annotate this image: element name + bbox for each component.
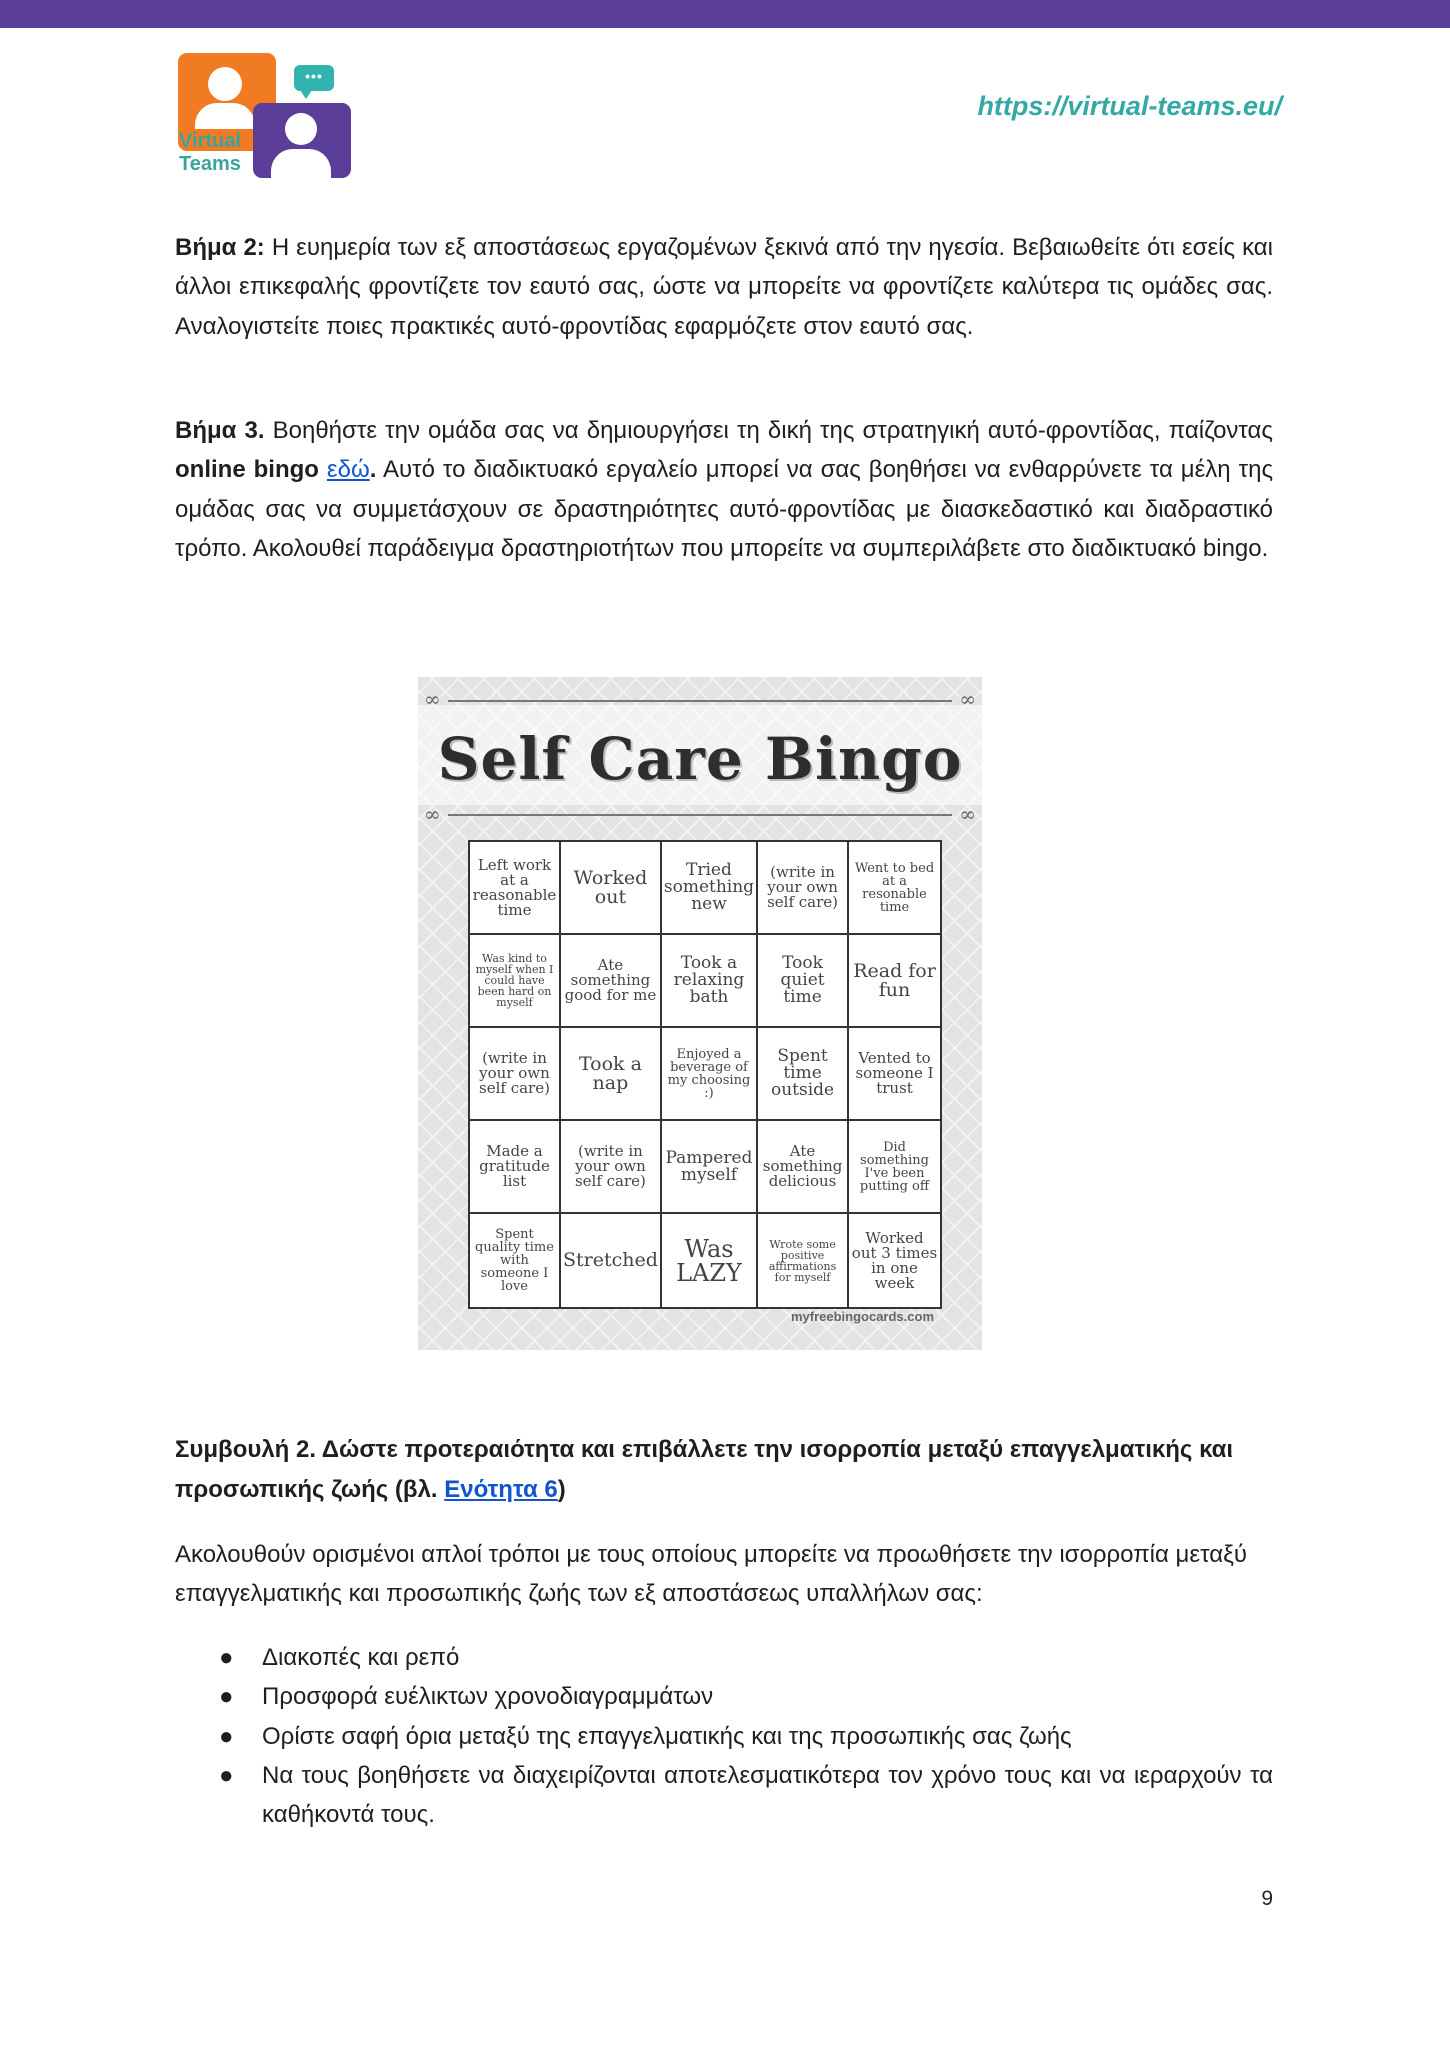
logo-text-teams: Teams — [179, 153, 241, 175]
chat-bubble-icon: ••• — [294, 65, 334, 91]
logo-person-icon — [208, 67, 242, 101]
bingo-cell: (write in your own self care) — [758, 842, 849, 935]
intro-paragraph: Ακολουθούν ορισμένοι απλοί τρόποι με τους οποίους μπορείτε να προωθήσετε την ισορροπία μεταξύ επαγγελματικής και προσωπικής ζωής των εξ αποστάσεως υπαλλήλων σας: — [175, 1541, 1247, 1608]
bingo-cell: Tried something new — [662, 842, 758, 935]
step3-paragraph — [175, 411, 1273, 568]
step2-label: Βήμα 2: — [175, 234, 265, 261]
bingo-cell: Spent quality time with someone I love — [470, 1214, 561, 1307]
list-item: ● Προσφορά ευέλικτων χρονοδιαγραμμάτων — [175, 1677, 1273, 1716]
bingo-cell: (write in your own self care) — [561, 1121, 662, 1214]
site-url-link[interactable]: https://virtual-teams.eu/ — [977, 91, 1282, 121]
bingo-here-link[interactable]: εδώ — [326, 456, 370, 484]
bingo-cell: Made a gratitude list — [470, 1121, 561, 1214]
scroll-ornament-icon: ∞ — [959, 687, 976, 711]
step3-text-a: Βοηθήστε την ομάδα σας να δημιουργήσει τη δική της στρατηγική αυτό-φροντίδας, παίζοντας — [264, 417, 1273, 444]
page-number: 9 — [1261, 1887, 1273, 1910]
list-item: ● Να τους βοηθήσετε να διαχειρίζονται αποτελεσματικότερα τον χρόνο τους και να ιεραρχούν τα καθήκοντά τους. — [175, 1756, 1273, 1835]
bingo-cell: Ate something delicious — [758, 1121, 849, 1214]
bullet-icon: ● — [219, 1722, 234, 1750]
bingo-title: Self Care Bingo — [437, 725, 963, 793]
bingo-grid — [468, 840, 942, 1309]
logo-person2-icon — [285, 113, 317, 145]
bingo-cell: Took a relaxing bath — [662, 935, 758, 1028]
scroll-ornament-icon: ∞ — [959, 802, 976, 826]
step2-text: Η ευημερία των εξ αποστάσεως εργαζομένων ξεκινά από την ηγεσία. Βεβαιωθείτε ότι εσείς και άλλοι επικεφαλής φροντίζετε τον εαυτό σας, ώστε να μπορείτε να φροντίζετε καλύτερα τις ομάδες σας. Αναλογιστείτε ποιες πρακτικές αυτό-φροντίδας εφαρμόζετε στον εαυτό σας. — [175, 234, 1274, 340]
bingo-cell: Wrote some positive affirmations for myself — [758, 1214, 849, 1307]
bingo-cell: Left work at a reasonable time — [470, 842, 561, 935]
bingo-cell: Ate something good for me — [561, 935, 662, 1028]
bingo-cell: Spent time outside — [758, 1028, 849, 1121]
bingo-cell: Stretched — [561, 1214, 662, 1307]
bingo-cell: Did something I've been putting off — [849, 1121, 940, 1214]
step3-label: Βήμα 3. — [175, 417, 265, 444]
top-accent-bar — [0, 0, 1450, 28]
image-credit: myfreebingocards.com — [790, 1309, 934, 1324]
step2-paragraph — [175, 228, 1273, 346]
bottom-rule — [448, 814, 952, 816]
bingo-cell: Enjoyed a beverage of my choosing :) — [662, 1028, 758, 1121]
bingo-cell: Pampered myself — [662, 1121, 758, 1214]
bingo-cell: Took quiet time — [758, 935, 849, 1028]
logo-text-virtual: Virtual — [179, 130, 241, 152]
self-care-bingo-image — [418, 677, 982, 1350]
online-bingo-text: online bingo — [175, 456, 319, 484]
tip2-text: Συμβουλή 2. Δώστε προτεραιότητα και επιβάλλετε την ισορροπία μεταξύ επαγγελματικής και προσωπικής ζωής (βλ. — [175, 1436, 1234, 1503]
section6-link[interactable]: Ενότητα 6 — [444, 1476, 558, 1503]
list-item: ● Ορίστε σαφή όρια μεταξύ της επαγγελματικής και της προσωπικής σας ζωής — [175, 1717, 1273, 1756]
bullet-icon: ● — [219, 1683, 234, 1711]
bullet-icon: ● — [219, 1644, 234, 1671]
scroll-ornament-icon: ∞ — [424, 802, 441, 826]
logo-purple-tile — [253, 103, 351, 178]
bingo-cell: Was LAZY — [662, 1214, 758, 1307]
virtual-teams-logo — [178, 53, 353, 178]
bingo-cell: Worked out 3 times in one week — [851, 1228, 938, 1292]
bingo-cell: Went to bed at a resonable time — [849, 842, 940, 935]
tip2-close: ) — [557, 1476, 566, 1503]
bingo-cell: Read for fun — [849, 935, 940, 1028]
list-item: ● Διακοπές και ρεπό — [175, 1638, 1273, 1677]
step3-text-b: Αυτό το διαδικτυακό εργαλείο μπορεί να σας βοηθήσει να ενθαρρύνετε τα μέλη της ομάδας σας να συμμετάσχουν σε δραστηριότητες αυτό-φροντίδας με διασκεδαστικό και διαδραστικό τρόπο. Ακολουθεί παράδειγμα δραστηριοτήτων που μπορείτε να συμπεριλάβετε στο διαδικτυακό bingo. — [175, 456, 1274, 562]
bullet-list — [175, 1638, 1273, 1834]
scroll-ornament-icon: ∞ — [424, 687, 441, 711]
bingo-cell: Took a nap — [561, 1028, 662, 1121]
bingo-cell: Worked out — [561, 842, 662, 935]
tip2-heading — [175, 1430, 1273, 1510]
bingo-cell: Vented to someone I trust — [849, 1028, 940, 1121]
top-rule — [448, 700, 952, 702]
bullet-icon: ● — [219, 1761, 234, 1789]
bingo-cell: Was kind to myself when I could have been hard on myself — [470, 935, 561, 1028]
bingo-cell: (write in your own self care) — [470, 1028, 561, 1121]
step3-period: . — [369, 456, 377, 484]
